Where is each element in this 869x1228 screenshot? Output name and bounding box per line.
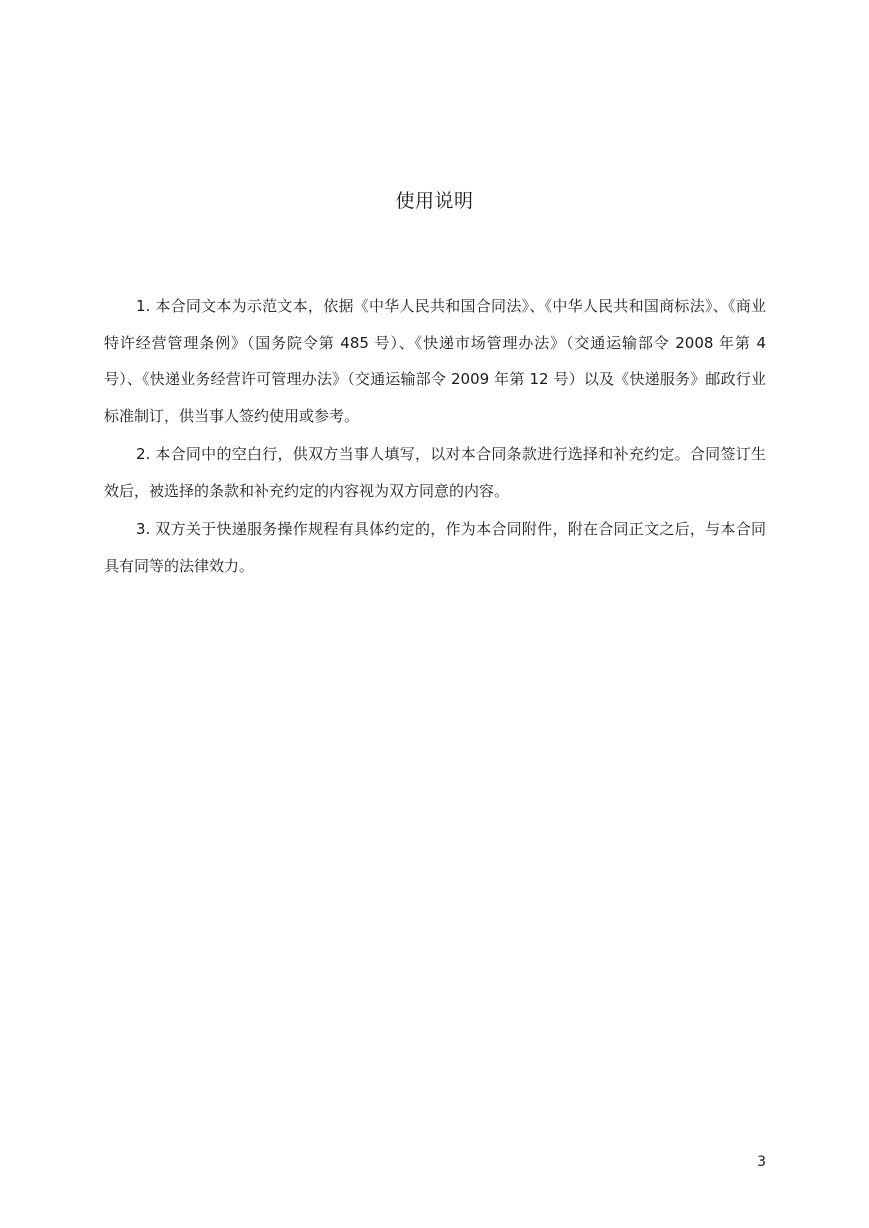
instruction-paragraph-2: 2. 本合同中的空白行，供双方当事人填写，以对本合同条款进行选择和补充约定。合同签订生效后，被选择的条款和补充约定的内容视为双方同意的内容。 xyxy=(104,445,766,500)
page-title: 使用说明 xyxy=(395,190,474,212)
instruction-paragraph-3: 3. 双方关于快递服务操作规程有具体约定的，作为本合同附件，附在合同正文之后，与本合同具有同等的法律效力。 xyxy=(104,520,766,575)
page-number: 3 xyxy=(757,1154,766,1170)
instructions-body xyxy=(104,288,766,586)
instruction-paragraph-1: 1. 本合同文本为示范文本，依据《中华人民共和国合同法》、《中华人民共和国商标法》、《商业特许经营管理条例》（国务院令第 485 号）、《快递市场管理办法》（交通运输部令 2008 年第 4 号）、《快递业务经营许可管理办法》（交通运输部令 2009 年第 12 号）以及《快递服务》邮政行业标准制订，供当事人签约使用或参考。 xyxy=(104,297,766,425)
